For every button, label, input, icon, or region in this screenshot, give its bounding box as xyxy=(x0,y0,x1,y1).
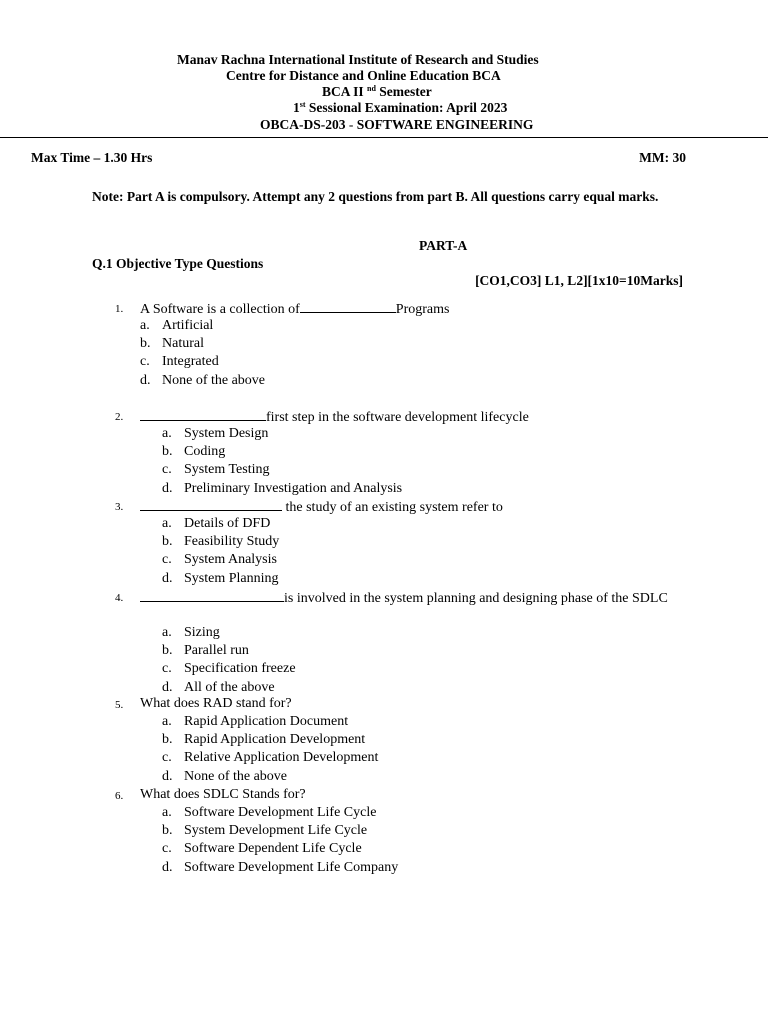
option-letter: d. xyxy=(162,768,173,784)
options-list xyxy=(162,713,378,786)
option-letter: b. xyxy=(162,444,173,460)
semester-suffix: Semester xyxy=(375,84,432,99)
option xyxy=(162,749,378,767)
option-text: None of the above xyxy=(184,768,288,784)
question-text-after: first step in the software development lifecycle xyxy=(266,410,529,425)
options-list xyxy=(162,425,402,498)
exam-title: Sessional Examination: April 2023 xyxy=(305,100,508,115)
exam-line xyxy=(293,100,507,116)
question-text-after: Programs xyxy=(395,302,450,317)
exam-note: Note: Part A is compulsory. Attempt any 2 questions from part B. All questions carry equal marks. xyxy=(92,189,659,204)
option-letter: d. xyxy=(140,372,151,388)
question-text-before: What does RAD stand for? xyxy=(140,696,292,711)
option-letter: c. xyxy=(162,462,172,478)
max-marks: MM: 30 xyxy=(639,150,686,165)
option xyxy=(162,840,398,858)
exam-number: 1 xyxy=(293,100,300,115)
option xyxy=(162,859,398,877)
option xyxy=(162,768,378,786)
option-letter: b. xyxy=(162,823,173,839)
answer-blank xyxy=(140,588,284,602)
centre-name: Centre for Distance and Online Education BCA xyxy=(226,68,501,83)
option-text: Artificial xyxy=(162,318,214,333)
question-text xyxy=(140,695,680,713)
option xyxy=(162,660,296,678)
options-list xyxy=(162,804,398,877)
option-letter: b. xyxy=(162,643,173,659)
question-number: 3. xyxy=(115,501,124,513)
semester-line xyxy=(322,84,432,100)
option xyxy=(140,335,265,353)
answer-blank xyxy=(140,497,282,511)
option-letter: d. xyxy=(162,480,173,496)
option-letter: c. xyxy=(140,354,150,370)
option-letter: b. xyxy=(140,336,151,352)
exam-superscript: st xyxy=(299,100,306,109)
course-code: OBCA-DS-203 xyxy=(260,117,346,132)
option-letter: a. xyxy=(162,805,172,820)
option-letter: b. xyxy=(162,732,173,748)
section-marks: [CO1,CO3] L1, L2][1x10=10Marks] xyxy=(475,273,683,288)
question-text xyxy=(140,786,680,804)
option-letter: b. xyxy=(162,534,173,550)
question-text-before: A Software is a collection of xyxy=(140,302,300,317)
option-text: Rapid Application Document xyxy=(184,714,349,729)
option xyxy=(162,642,296,660)
option-letter: d. xyxy=(162,859,173,875)
option xyxy=(140,353,265,371)
option xyxy=(162,822,398,840)
option-text: Integrated xyxy=(162,354,219,370)
option-letter: c. xyxy=(162,661,172,677)
section-title: Q.1 Objective Type Questions xyxy=(92,256,264,271)
option-letter: c. xyxy=(162,750,172,766)
option-text: Details of DFD xyxy=(184,516,271,531)
option-text: Feasibility Study xyxy=(184,534,280,550)
option-text: Software Development Life Company xyxy=(184,859,399,875)
option xyxy=(162,480,402,498)
option-letter: a. xyxy=(140,318,150,333)
options-list xyxy=(162,515,279,588)
course-title: SOFTWARE ENGINEERING xyxy=(356,117,534,132)
question-text-before: What does SDLC Stands for? xyxy=(140,787,306,802)
course-separator: - xyxy=(345,117,357,132)
option-letter: c. xyxy=(162,552,172,568)
question-text xyxy=(140,497,680,517)
option xyxy=(162,551,279,569)
option xyxy=(162,533,279,551)
option xyxy=(140,317,265,335)
question-number: 2. xyxy=(115,411,124,423)
option xyxy=(162,443,402,461)
question-text xyxy=(140,588,680,608)
option-text: None of the above xyxy=(162,372,266,388)
institute-name: Manav Rachna International Institute of Research and Studies xyxy=(177,52,539,67)
option-text: Software Dependent Life Cycle xyxy=(184,841,362,857)
question-text xyxy=(140,299,680,319)
option-text: Rapid Application Development xyxy=(184,732,366,748)
question-text xyxy=(140,407,680,427)
option-text: System Development Life Cycle xyxy=(184,823,368,839)
answer-blank xyxy=(300,299,396,313)
option-text: System Design xyxy=(184,426,269,441)
option xyxy=(162,624,296,642)
header-divider xyxy=(0,137,768,138)
part-title: PART-A xyxy=(419,238,468,253)
option xyxy=(162,570,279,588)
answer-blank xyxy=(140,407,266,421)
option-text: Natural xyxy=(162,336,204,352)
question-text-after: is involved in the system planning and designing phase of the SDLC xyxy=(284,591,668,606)
options-list xyxy=(140,317,265,390)
option xyxy=(162,461,402,479)
options-list xyxy=(162,624,296,697)
option-letter: a. xyxy=(162,516,172,531)
option-letter: a. xyxy=(162,625,172,640)
option xyxy=(162,515,279,533)
option xyxy=(162,731,378,749)
question-number: 1. xyxy=(115,303,124,315)
option-text: System Analysis xyxy=(184,552,277,568)
option-text: Parallel run xyxy=(184,643,249,659)
question-number: 6. xyxy=(115,790,124,802)
option xyxy=(162,713,378,731)
option-letter: d. xyxy=(162,679,173,695)
exam-meta xyxy=(31,150,686,166)
option-letter: d. xyxy=(162,570,173,586)
option-text: System Planning xyxy=(184,570,279,586)
option-letter: a. xyxy=(162,714,172,729)
course-line xyxy=(260,117,533,133)
question-number: 5. xyxy=(115,699,124,711)
option-text: System Testing xyxy=(184,462,270,478)
option-text: Sizing xyxy=(184,625,220,640)
option-letter: a. xyxy=(162,426,172,441)
semester-superscript: nd xyxy=(367,84,376,93)
option-letter: c. xyxy=(162,841,172,857)
option-text: Preliminary Investigation and Analysis xyxy=(184,480,403,496)
option-text: Coding xyxy=(184,444,226,460)
max-time: Max Time – 1.30 Hrs xyxy=(31,150,153,165)
option xyxy=(140,372,265,390)
option xyxy=(162,804,398,822)
option xyxy=(162,425,402,443)
option-text: All of the above xyxy=(184,679,275,695)
question-text-after: the study of an existing system refer to xyxy=(282,500,503,515)
question-number: 4. xyxy=(115,592,124,604)
option-text: Relative Application Development xyxy=(184,750,379,766)
option-text: Software Development Life Cycle xyxy=(184,805,377,820)
semester-prefix: BCA II xyxy=(322,84,368,99)
option-text: Specification freeze xyxy=(184,661,296,677)
